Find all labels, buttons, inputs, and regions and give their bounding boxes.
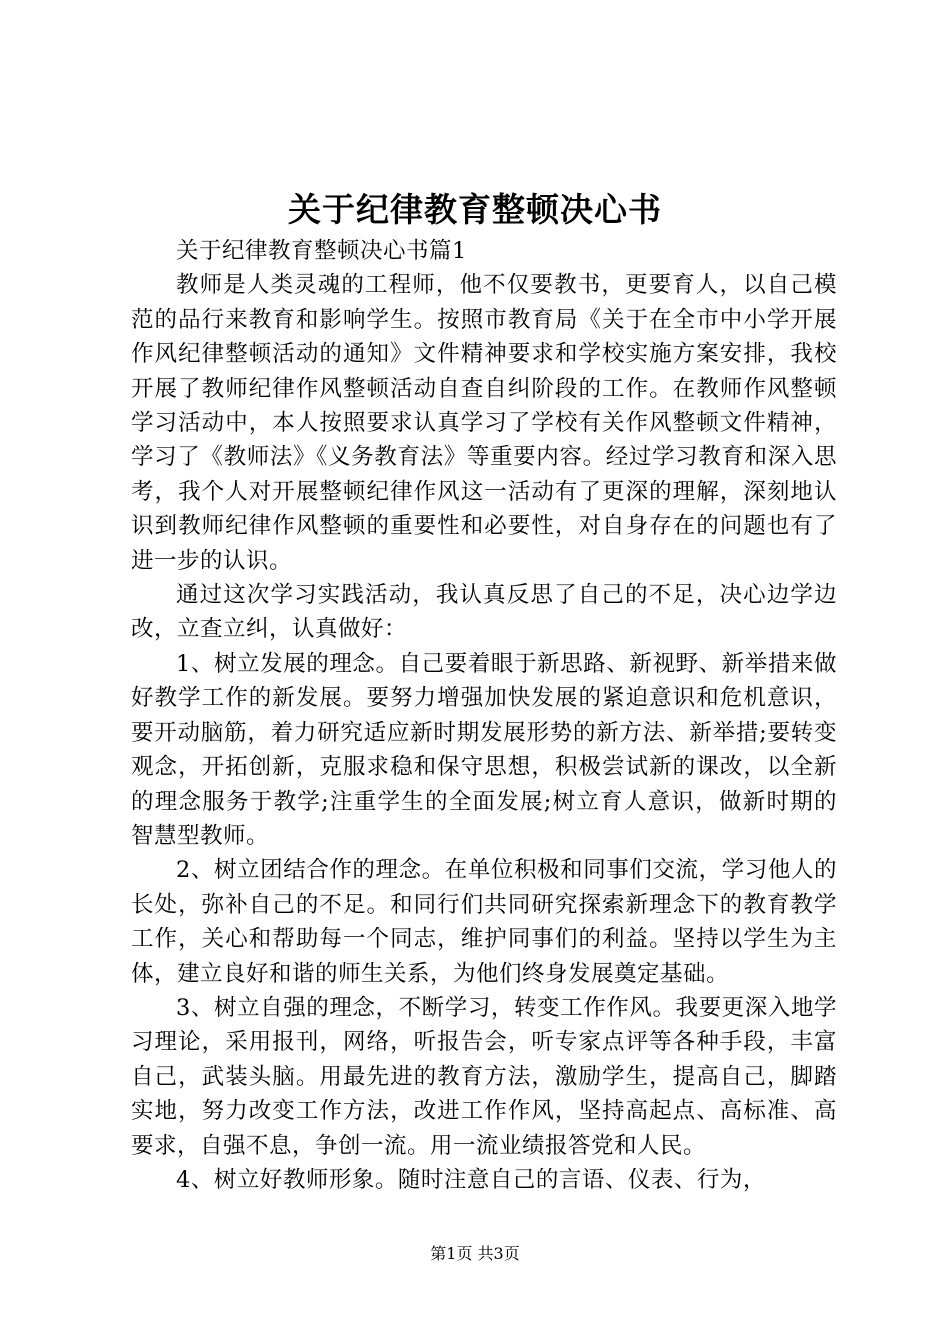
paragraph-item-3: 3、树立自强的理念，不断学习，转变工作作风。我要更深入地学习理论，采用报刊，网络，听报告会，听专家点评等各种手段，丰富自己，武装头脑。用最先进的教育方法，激励学生，提高自己，脚踏实地，努力改变工作方法，改进工作作风，坚持高起点、高标准、高要求，自强不息，争创一流。用一流业绩报答党和人民。 <box>131 994 837 1159</box>
document-title: 关于纪律教育整顿决心书 <box>288 190 662 229</box>
paragraph-item-1: 1、树立发展的理念。自己要着眼于新思路、新视野、新举措来做好教学工作的新发展。要努力增强加快发展的紧迫意识和危机意识，要开动脑筋，着力研究适应新时期发展形势的新方法、新举措;要转变观念，开拓创新，克服求稳和保守思想，积极尝试新的课改，以全新的理念服务于教学;注重学生的全面发展;树立育人意识，做新时期的智慧型教师。 <box>131 650 837 849</box>
section-heading: 关于纪律教育整顿决心书篇1 <box>176 238 467 264</box>
paragraph-reflection: 通过这次学习实践活动，我认真反思了自己的不足，决心边学边改，立查立纠，认真做好： <box>131 582 837 643</box>
paragraph-item-2: 2、树立团结合作的理念。在单位积极和同事们交流，学习他人的长处，弥补自己的不足。和同行们共同研究探索新理念下的教育教学工作，关心和帮助每一个同志，维护同事们的利益。坚持以学生为主体，建立良好和谐的师生关系，为他们终身发展奠定基础。 <box>131 857 837 987</box>
paragraph-intro: 教师是人类灵魂的工程师，他不仅要教书，更要育人，以自己模范的品行来教育和影响学生。按照市教育局《关于在全市中小学开展作风纪律整顿活动的通知》文件精神要求和学校实施方案安排，我校开展了教师纪律作风整顿活动自查自纠阶段的工作。在教师作风整顿学习活动中，本人按照要求认真学习了学校有关作风整顿文件精神，学习了《教师法》《义务教育法》等重要内容。经过学习教育和深入思考，我个人对开展整顿纪律作风这一活动有了更深的理解，深刻地认识到教师纪律作风整顿的重要性和必要性，对自身存在的问题也有了进一步的认识。 <box>131 272 837 574</box>
document-body <box>131 234 837 1197</box>
page-footer: 第1页 共3页 <box>430 1244 520 1263</box>
paragraph-item-4: 4、树立好教师形象。随时注意自己的言语、仪表、行为， <box>176 1166 766 1193</box>
